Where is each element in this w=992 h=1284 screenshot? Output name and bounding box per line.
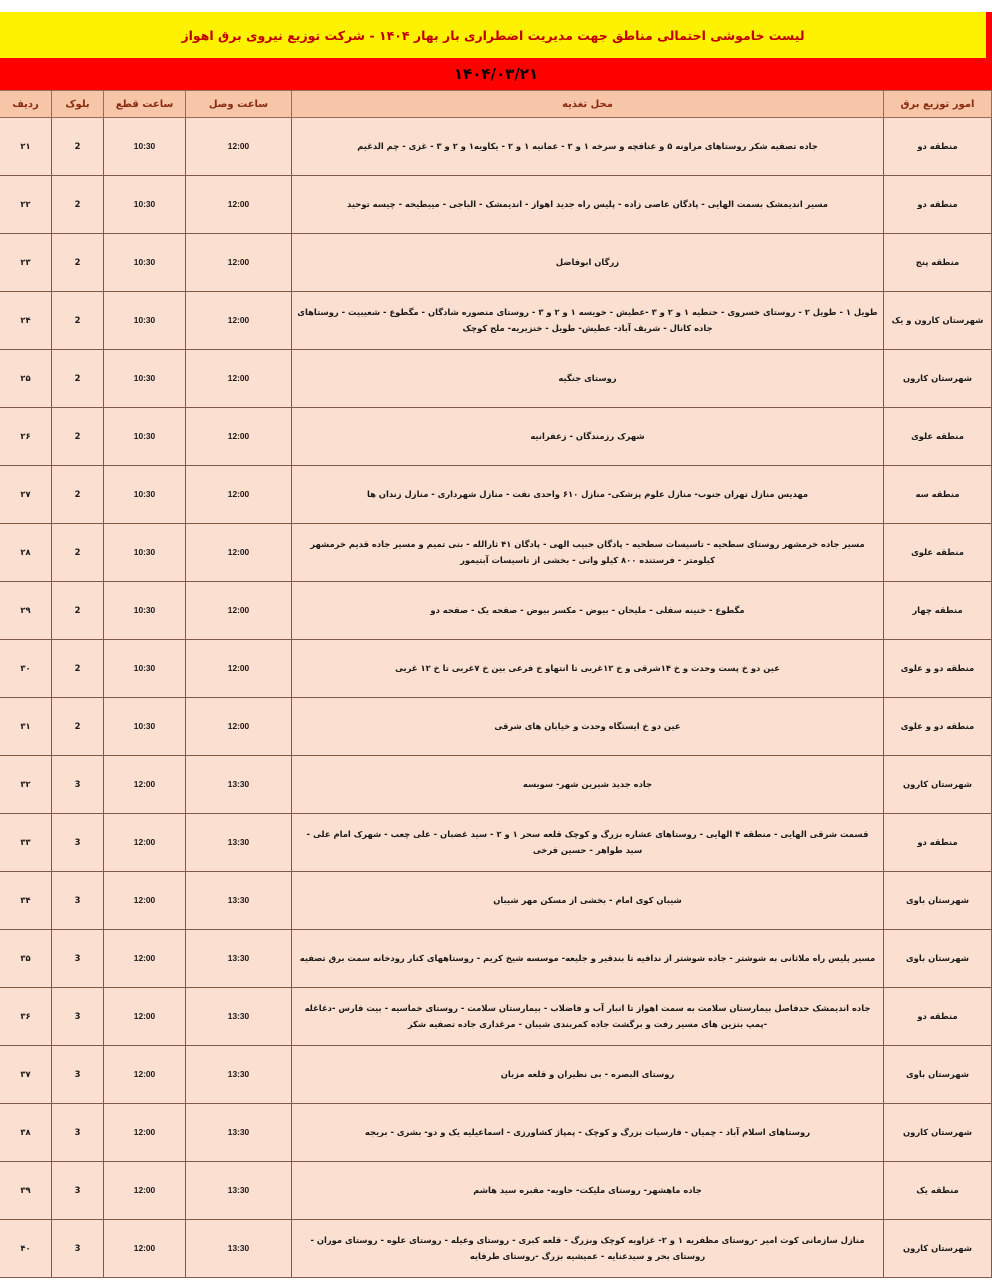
cell-omoor: شهرستان کارون: [884, 350, 992, 408]
cell-ghat: 12:00: [104, 988, 186, 1046]
cell-mahal: مسیر جاده خرمشهر روستای سطحیه - تاسیسات سطحیه - پادگان حبیب الهی - پادگان ۴۱ ثارالله - بنی تمیم و مسیر جاده قدیم خرمشهر کیلومتر - فرستنده ۸۰۰ کیلو واتی - بخشی از تاسیسات آبتیمور: [292, 524, 884, 582]
cell-radif: ۳۶: [0, 988, 52, 1046]
cell-omoor: منطقه دو: [884, 118, 992, 176]
cell-blok: 2: [52, 292, 104, 350]
cell-mahal: عین دو خ ایستگاه وحدت و خیابان های شرقی: [292, 698, 884, 756]
cell-mahal: جاده اندیمشک حدفاصل بیمارستان سلامت به سمت اهواز تا انبار آب و فاضلاب - بیمارستان سلامت - روستای خماسیه - بیت فارس -دغاغله -پمپ بنزین های مسیر رفت و برگشت جاده کمربندی شیبان - مرغداری جاده تصفیه شکر: [292, 988, 884, 1046]
cell-ghat: 10:30: [104, 640, 186, 698]
cell-blok: 3: [52, 1220, 104, 1278]
cell-ghat: 12:00: [104, 1046, 186, 1104]
table-row: [0, 466, 992, 524]
cell-vasl: 13:30: [186, 1220, 292, 1278]
cell-blok: 2: [52, 524, 104, 582]
table-row: [0, 872, 992, 930]
report-date-bar: [0, 58, 992, 90]
cell-omoor: شهرستان کارون: [884, 1220, 992, 1278]
top-margin: [0, 0, 992, 12]
table-row: [0, 1220, 992, 1278]
cell-blok: 3: [52, 988, 104, 1046]
cell-omoor: شهرستان باوی: [884, 872, 992, 930]
cell-mahal: جاده ماهشهر- روستای ملیکت- حاویه- مقبره سید هاشم: [292, 1162, 884, 1220]
cell-omoor: منطقه پنج: [884, 234, 992, 292]
cell-radif: ۳۱: [0, 698, 52, 756]
cell-omoor: شهرستان باوی: [884, 1046, 992, 1104]
table-body: [0, 118, 992, 1278]
table-row: [0, 698, 992, 756]
cell-blok: 2: [52, 698, 104, 756]
cell-blok: 3: [52, 930, 104, 988]
table-header: [0, 91, 992, 118]
cell-ghat: 10:30: [104, 176, 186, 234]
table-row: [0, 292, 992, 350]
cell-omoor: منطقه علوی: [884, 408, 992, 466]
cell-ghat: 12:00: [104, 930, 186, 988]
cell-radif: ۳۰: [0, 640, 52, 698]
cell-ghat: 10:30: [104, 698, 186, 756]
cell-omoor: منطقه دو: [884, 988, 992, 1046]
cell-vasl: 12:00: [186, 582, 292, 640]
report-title-bar: [0, 12, 992, 58]
cell-omoor: شهرستان کارون: [884, 1104, 992, 1162]
cell-vasl: 12:00: [186, 118, 292, 176]
table-row: [0, 756, 992, 814]
cell-blok: 2: [52, 350, 104, 408]
cell-blok: 2: [52, 466, 104, 524]
cell-ghat: 10:30: [104, 234, 186, 292]
cell-radif: ۳۹: [0, 1162, 52, 1220]
cell-vasl: 13:30: [186, 814, 292, 872]
cell-vasl: 13:30: [186, 988, 292, 1046]
cell-omoor: منطقه سه: [884, 466, 992, 524]
table-header-row: [0, 91, 992, 118]
cell-omoor: شهرستان کارون و یک: [884, 292, 992, 350]
table-row: [0, 176, 992, 234]
cell-omoor: منطقه دو و علوی: [884, 640, 992, 698]
cell-vasl: 12:00: [186, 466, 292, 524]
cell-mahal: طویل ۱ - طویل ۲ - روستای خسروی - حنطیه ۱ و ۲ و ۳ -عطیش - خویسه ۱ و ۲ و ۳ - روستای منصوره شادگان - مگطوع - شعیبیت - روستاهای جاده کانال - شریف آباد- عطیش- طویل - خنزیریه- ملح کوچک: [292, 292, 884, 350]
cell-ghat: 10:30: [104, 524, 186, 582]
cell-radif: ۳۴: [0, 872, 52, 930]
cell-mahal: مگطوع - خنینه سفلی - ملیحان - بیوض - مکسر بیوض - صفحه یک - صفحه دو: [292, 582, 884, 640]
cell-mahal: عین دو خ پست وحدت و خ ۱۴شرقی و خ ۱۲غربی تا انتهاو خ فرعی بین خ ۷غربی تا خ ۱۲ غربی: [292, 640, 884, 698]
cell-radif: ۲۲: [0, 176, 52, 234]
cell-radif: ۲۳: [0, 234, 52, 292]
column-header-blok: بلوک: [52, 91, 104, 118]
cell-blok: 3: [52, 756, 104, 814]
report-date: ۱۴۰۴/۰۳/۲۱: [453, 65, 539, 83]
cell-ghat: 12:00: [104, 1220, 186, 1278]
cell-radif: ۲۱: [0, 118, 52, 176]
cell-vasl: 12:00: [186, 176, 292, 234]
cell-vasl: 12:00: [186, 292, 292, 350]
cell-mahal: منازل سازمانی کوت امیر -روستای مظفریه ۱ و ۲- غزاویه کوچک وبزرگ - قلعه کبری - روستای وعیله - روستای علوه - روستای موران - روستای بحر و سیدعنایه - عمیشیه بزرگ -روستای طرفایه: [292, 1220, 884, 1278]
cell-blok: 2: [52, 640, 104, 698]
cell-vasl: 12:00: [186, 524, 292, 582]
cell-radif: ۳۲: [0, 756, 52, 814]
cell-ghat: 10:30: [104, 118, 186, 176]
table-row: [0, 1046, 992, 1104]
table-row: [0, 118, 992, 176]
cell-omoor: منطقه دو: [884, 176, 992, 234]
cell-ghat: 10:30: [104, 350, 186, 408]
cell-vasl: 13:30: [186, 1046, 292, 1104]
cell-vasl: 12:00: [186, 640, 292, 698]
bottom-margin: [0, 1278, 992, 1284]
cell-radif: ۳۸: [0, 1104, 52, 1162]
table-row: [0, 524, 992, 582]
table-row: [0, 1104, 992, 1162]
cell-blok: 2: [52, 118, 104, 176]
cell-omoor: شهرستان باوی: [884, 930, 992, 988]
cell-blok: 3: [52, 872, 104, 930]
cell-vasl: 13:30: [186, 756, 292, 814]
cell-ghat: 12:00: [104, 1104, 186, 1162]
table-row: [0, 930, 992, 988]
cell-mahal: زرگان ابوفاضل: [292, 234, 884, 292]
cell-blok: 2: [52, 176, 104, 234]
cell-radif: ۲۴: [0, 292, 52, 350]
cell-blok: 2: [52, 234, 104, 292]
cell-vasl: 12:00: [186, 234, 292, 292]
cell-omoor: منطقه دو و علوی: [884, 698, 992, 756]
cell-radif: ۲۸: [0, 524, 52, 582]
cell-radif: ۲۶: [0, 408, 52, 466]
table-row: [0, 350, 992, 408]
cell-vasl: 12:00: [186, 698, 292, 756]
cell-omoor: منطقه علوی: [884, 524, 992, 582]
cell-blok: 2: [52, 582, 104, 640]
cell-mahal: مسیر اندیمشک بسمت الهایی - پادگان عاصی زاده - پلیس راه جدید اهواز - اندیمشک - الباجی - میبطیحه - چیسه توحید: [292, 176, 884, 234]
table-row: [0, 234, 992, 292]
cell-mahal: قسمت شرقی الهایی - منطقه ۴ الهایی - روستاهای عشاره بزرگ و کوچک قلعه سحر ۱ و ۲ - سید غضبان - علی چعب - شهرک امام علی - سید طواهر - حسین فرخی: [292, 814, 884, 872]
cell-ghat: 10:30: [104, 582, 186, 640]
table-row: [0, 408, 992, 466]
cell-blok: 3: [52, 814, 104, 872]
cell-ghat: 12:00: [104, 756, 186, 814]
cell-vasl: 13:30: [186, 872, 292, 930]
cell-ghat: 12:00: [104, 872, 186, 930]
cell-mahal: جاده جدید شیرین شهر- سویسه: [292, 756, 884, 814]
cell-blok: 3: [52, 1162, 104, 1220]
cell-blok: 3: [52, 1046, 104, 1104]
cell-mahal: شیبان کوی امام - بخشی از مسکن مهر شیبان: [292, 872, 884, 930]
cell-radif: ۲۹: [0, 582, 52, 640]
table-row: [0, 988, 992, 1046]
cell-radif: ۳۳: [0, 814, 52, 872]
cell-vasl: 13:30: [186, 1104, 292, 1162]
cell-mahal: روستای البصره - بی نظیران و قلعه مزبان: [292, 1046, 884, 1104]
cell-omoor: منطقه یک: [884, 1162, 992, 1220]
column-header-radif: ردیف: [0, 91, 52, 118]
cell-blok: 3: [52, 1104, 104, 1162]
cell-vasl: 13:30: [186, 1162, 292, 1220]
cell-ghat: 10:30: [104, 408, 186, 466]
table-row: [0, 814, 992, 872]
cell-omoor: شهرستان کارون: [884, 756, 992, 814]
cell-radif: ۳۷: [0, 1046, 52, 1104]
outage-schedule-table: [0, 90, 992, 1278]
cell-mahal: روستاهای اسلام آباد - چمیان - فارسیات بزرگ و کوچک - پمپاژ کشاورزی - اسماعیلیه یک و دو- بشری - بریجه: [292, 1104, 884, 1162]
column-header-mahal: محل تغذیه: [292, 91, 884, 118]
cell-mahal: مسیر پلیس راه ملاثانی به شوشتر - جاده شوشتر از ندافیه تا بندقیر و جلیعه- موسسه شیخ کریم - روستاههای کنار رودخانه سمت برق تصفیه: [292, 930, 884, 988]
cell-radif: ۳۵: [0, 930, 52, 988]
cell-mahal: شهرک رزمندگان - زعفرانیه: [292, 408, 884, 466]
cell-ghat: 12:00: [104, 1162, 186, 1220]
column-header-ghat: ساعت قطع: [104, 91, 186, 118]
cell-ghat: 10:30: [104, 466, 186, 524]
cell-radif: ۲۵: [0, 350, 52, 408]
cell-vasl: 12:00: [186, 350, 292, 408]
cell-ghat: 12:00: [104, 814, 186, 872]
cell-mahal: روستای جنگیه: [292, 350, 884, 408]
table-row: [0, 582, 992, 640]
column-header-omoor: امور توزیع برق: [884, 91, 992, 118]
cell-omoor: منطقه دو: [884, 814, 992, 872]
table-row: [0, 1162, 992, 1220]
cell-omoor: منطقه چهار: [884, 582, 992, 640]
page-title: لیست خاموشی احتمالی مناطق جهت مدیریت اضطراری بار بهار ۱۴۰۴ - شرکت توزیع نیروی برق اهواز: [181, 27, 805, 43]
cell-blok: 2: [52, 408, 104, 466]
cell-radif: ۴۰: [0, 1220, 52, 1278]
cell-mahal: جاده تصفیه شکر روستاهای مراونه ۵ و عنافچه و سرخه ۱ و ۲ - عمانیه ۱ و ۲ - یکاویه۱ و ۲ و ۳ - غزی - چم الدغیم: [292, 118, 884, 176]
cell-mahal: مهدیس منازل تهران جنوب- منازل علوم پزشکی- منازل ۶۱۰ واحدی نفت - منازل شهرداری - منازل زندان ها: [292, 466, 884, 524]
column-header-vasl: ساعت وصل: [186, 91, 292, 118]
table-row: [0, 640, 992, 698]
cell-vasl: 13:30: [186, 930, 292, 988]
cell-ghat: 10:30: [104, 292, 186, 350]
cell-vasl: 12:00: [186, 408, 292, 466]
cell-radif: ۲۷: [0, 466, 52, 524]
